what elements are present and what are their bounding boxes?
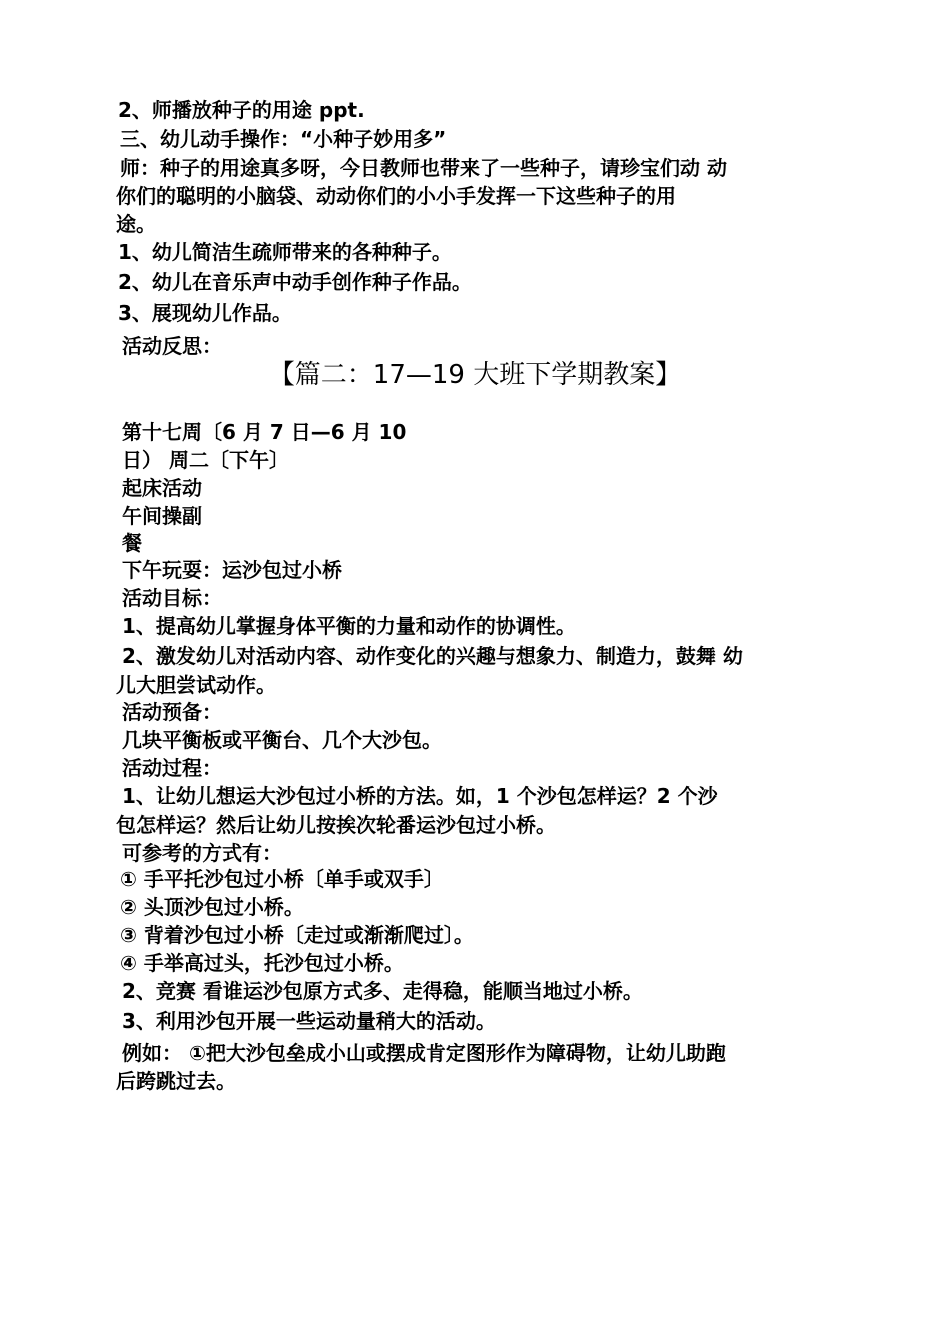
text-line: 活动目标：: [122, 586, 222, 610]
text-line: 第十七周〔6 月 7 日—6 月 10: [122, 420, 407, 444]
text-line: 例如： ①把大沙包垒成小山或摆成肯定图形作为障碍物，让幼儿助跑: [122, 1041, 726, 1065]
text-line: 途。: [116, 212, 156, 236]
text-line: 包怎样运？然后让幼儿按挨次轮番运沙包过小桥。: [116, 813, 556, 837]
text-line: 下午玩耍：运沙包过小桥: [122, 558, 342, 582]
text-line: 1、提高幼儿掌握身体平衡的力量和动作的协调性。: [122, 614, 576, 638]
section-heading: 【篇二：17—19 大班下学期教案】: [268, 360, 682, 390]
text-line: 1、让幼儿想运大沙包过小桥的方法。如，1 个沙包怎样运？2 个沙: [122, 784, 718, 808]
text-line: 活动过程：: [122, 756, 222, 780]
text-line: 后跨跳过去。: [116, 1069, 236, 1093]
text-line: 儿大胆尝试动作。: [116, 673, 276, 697]
text-line: ② 头顶沙包过小桥。: [120, 895, 304, 919]
text-line: 三、幼儿动手操作：“小种子妙用多”: [120, 127, 447, 151]
text-line: 3、利用沙包开展一些运动量稍大的活动。: [122, 1009, 496, 1033]
text-line: 2、幼儿在音乐声中动手创作种子作品。: [118, 270, 472, 294]
text-line: 午间操副: [122, 504, 202, 528]
text-line: 2、竞赛 看谁运沙包原方式多、走得稳，能顺当地过小桥。: [122, 979, 643, 1003]
text-line: 活动反思：: [122, 334, 222, 358]
text-line: 2、激发幼儿对活动内容、动作变化的兴趣与想象力、制造力，鼓舞 幼: [122, 644, 743, 668]
text-line: 师：种子的用途真多呀，今日教师也带来了一些种子，请珍宝们动 动: [120, 156, 727, 180]
text-line: 日） 周二〔下午〕: [122, 448, 289, 472]
text-line: ③ 背着沙包过小桥〔走过或渐渐爬过〕。: [120, 923, 474, 947]
text-line: 活动预备：: [122, 700, 222, 724]
text-line: 你们的聪明的小脑袋、动动你们的小小手发挥一下这些种子的用: [116, 184, 676, 208]
text-line: 1、幼儿简洁生疏师带来的各种种子。: [118, 240, 452, 264]
text-line: 可参考的方式有：: [122, 841, 282, 865]
text-line: 几块平衡板或平衡台、几个大沙包。: [122, 728, 442, 752]
text-line: ① 手平托沙包过小桥〔单手或双手〕: [120, 867, 444, 891]
text-line: 餐: [122, 531, 142, 555]
text-line: 2、师播放种子的用途 ppt.: [118, 98, 365, 122]
text-line: 起床活动: [122, 476, 202, 500]
text-line: ④ 手举高过头，托沙包过小桥。: [120, 951, 404, 975]
text-line: 3、展现幼儿作品。: [118, 301, 292, 325]
